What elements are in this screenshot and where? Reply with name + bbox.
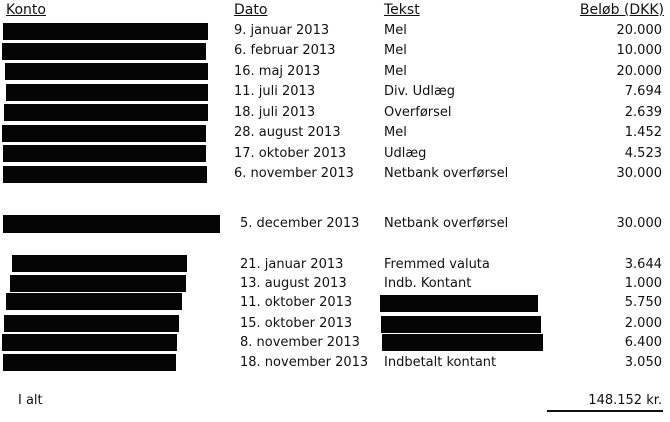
row-text: Netbank overførsel xyxy=(384,166,509,181)
row-text: Div. Udlæg xyxy=(384,84,455,99)
row-amount: 6.400 xyxy=(624,335,662,350)
redacted-account xyxy=(4,104,208,121)
header-beloeb: Beløb (DKK) xyxy=(579,2,664,18)
row-date: 15. oktober 2013 xyxy=(240,316,353,331)
row-date: 6. november 2013 xyxy=(234,166,354,181)
row-date: 8. november 2013 xyxy=(240,335,360,350)
row-date: 21. januar 2013 xyxy=(240,257,344,272)
redacted-account xyxy=(3,215,220,233)
redacted-account xyxy=(2,125,206,142)
row-date: 17. oktober 2013 xyxy=(234,146,347,161)
row-date: 18. juli 2013 xyxy=(234,105,316,120)
redacted-account xyxy=(4,315,179,332)
redacted-text xyxy=(382,334,543,351)
row-text: Overførsel xyxy=(384,105,452,120)
row-amount: 2.000 xyxy=(624,316,662,331)
redacted-text xyxy=(381,316,541,333)
header-dato: Dato xyxy=(234,2,268,18)
row-text: Mel xyxy=(384,43,407,58)
row-amount: 2.639 xyxy=(624,105,662,120)
row-date: 16. maj 2013 xyxy=(234,64,321,79)
total-value: 148.152 kr. xyxy=(588,393,662,408)
redacted-account xyxy=(2,43,206,60)
total-underline xyxy=(547,410,663,412)
row-amount: 1.452 xyxy=(624,125,662,140)
row-date: 13. august 2013 xyxy=(240,276,347,291)
header-tekst: Tekst xyxy=(384,2,420,18)
row-text: Udlæg xyxy=(384,146,427,161)
row-date: 18. november 2013 xyxy=(240,355,369,370)
row-amount: 30.000 xyxy=(616,166,662,181)
row-date: 28. august 2013 xyxy=(234,125,341,140)
row-date: 11. juli 2013 xyxy=(234,84,316,99)
redacted-account xyxy=(3,145,206,162)
redacted-text xyxy=(380,295,538,312)
row-date: 5. december 2013 xyxy=(240,216,360,231)
row-text: Fremmed valuta xyxy=(384,257,490,272)
redacted-account xyxy=(3,23,208,40)
row-text: Netbank overførsel xyxy=(384,216,509,231)
row-amount: 1.000 xyxy=(624,276,662,291)
row-date: 9. januar 2013 xyxy=(234,23,330,38)
row-amount: 20.000 xyxy=(616,64,662,79)
row-amount: 3.644 xyxy=(624,257,662,272)
row-date: 11. oktober 2013 xyxy=(240,295,353,310)
redacted-account xyxy=(2,334,177,351)
row-date: 6. februar 2013 xyxy=(234,43,336,58)
row-text: Indb. Kontant xyxy=(384,276,472,291)
total-label: I alt xyxy=(18,393,43,408)
row-amount: 20.000 xyxy=(616,23,662,38)
row-amount: 10.000 xyxy=(616,43,662,58)
redacted-account xyxy=(6,293,182,310)
redacted-account xyxy=(3,166,207,183)
row-text: Mel xyxy=(384,64,407,79)
redacted-account xyxy=(10,275,186,292)
redacted-account xyxy=(5,63,208,80)
redacted-account xyxy=(6,84,208,101)
redacted-account xyxy=(3,354,176,371)
row-amount: 30.000 xyxy=(616,216,662,231)
row-text: Mel xyxy=(384,23,407,38)
row-amount: 7.694 xyxy=(624,84,662,99)
redacted-account xyxy=(12,255,187,272)
row-text: Mel xyxy=(384,125,407,140)
row-amount: 4.523 xyxy=(624,146,662,161)
row-text: Indbetalt kontant xyxy=(384,355,497,370)
header-konto: Konto xyxy=(6,2,46,18)
row-amount: 5.750 xyxy=(624,295,662,310)
row-amount: 3.050 xyxy=(624,355,662,370)
